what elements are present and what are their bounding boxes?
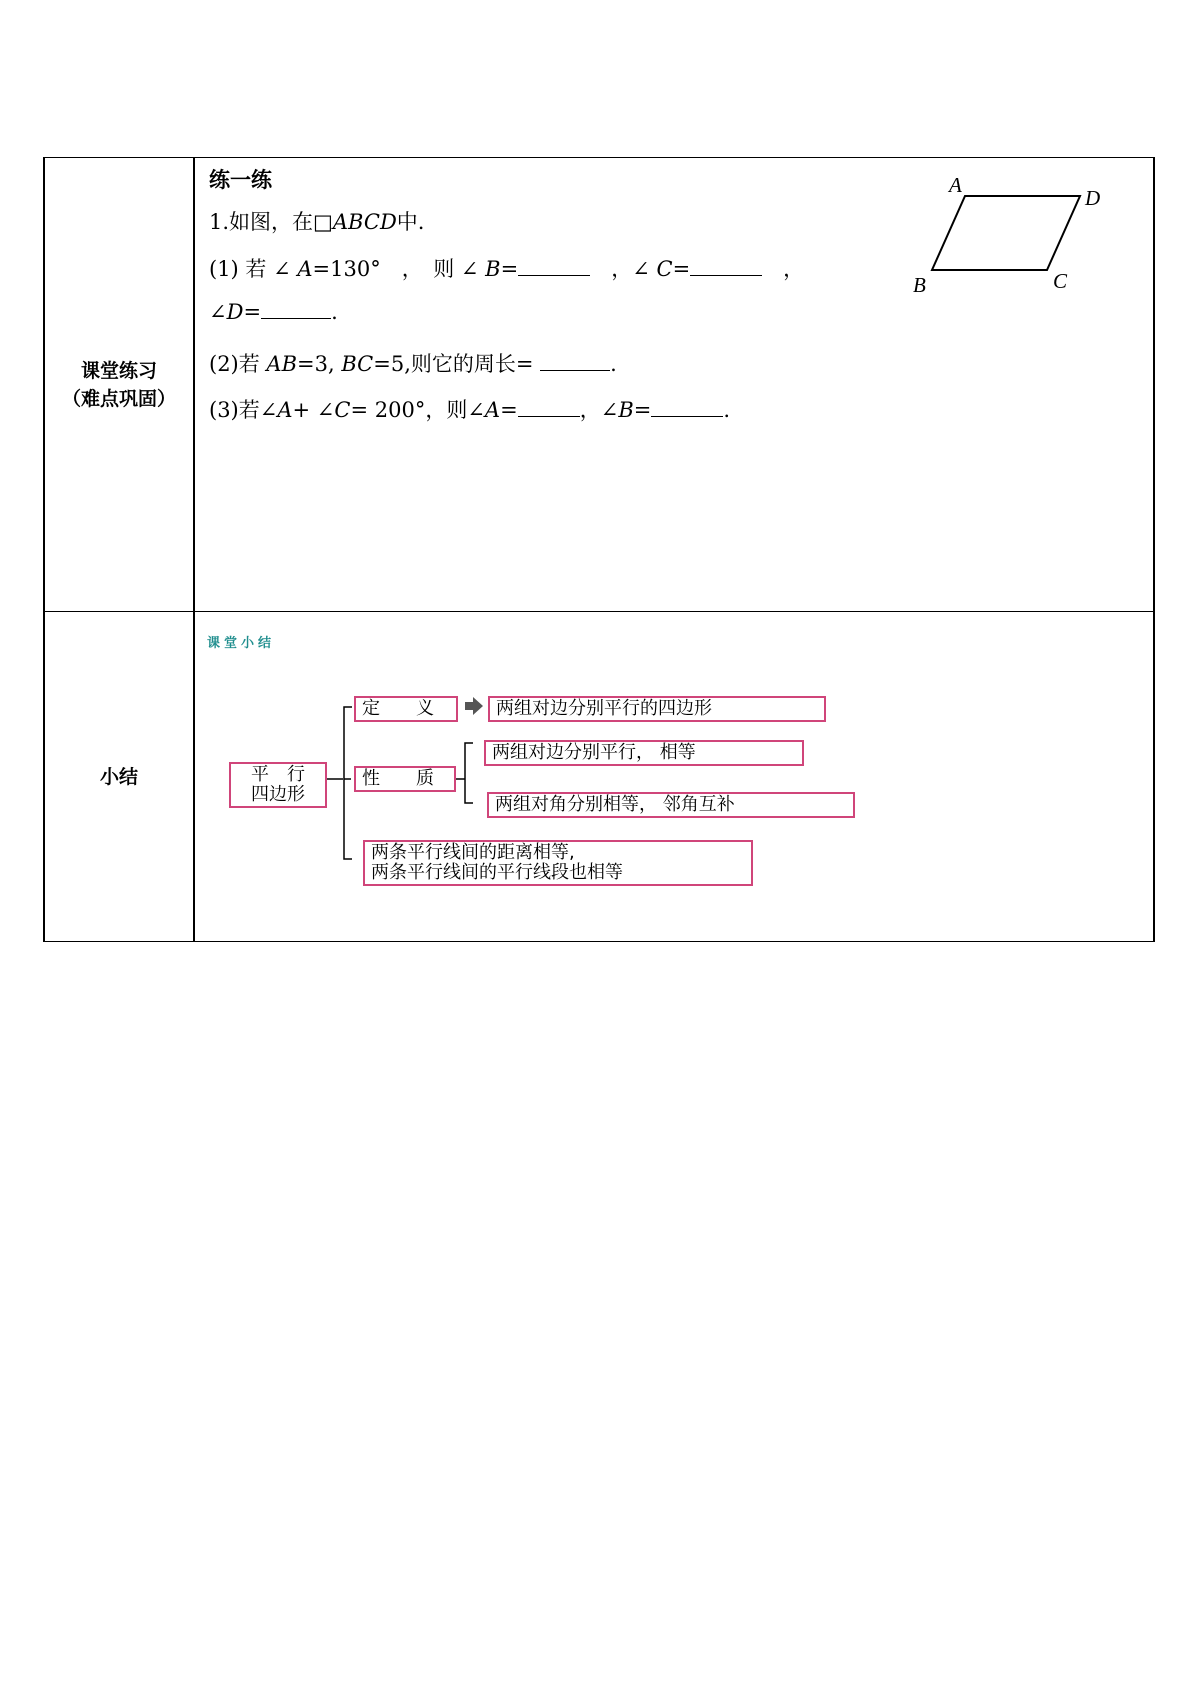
summary-row <box>44 612 1154 942</box>
definition-text-node: 两组对边分别平行的四边形 <box>488 696 826 722</box>
p3-text-d: = <box>500 398 518 422</box>
p1-text-e: = <box>672 257 691 281</box>
part-1-line-1 <box>209 253 804 283</box>
part-2 <box>209 348 617 378</box>
summary-content-cell <box>194 612 1154 942</box>
summary-content <box>195 612 1153 941</box>
parallelogram-shape <box>932 196 1080 270</box>
p2-var-bc: BC <box>341 352 374 376</box>
vertex-label-c: C <box>1053 269 1068 293</box>
practice-content-cell <box>194 158 1154 612</box>
p3-var-a: A <box>277 398 293 422</box>
property-2-node: 两组对角分别相等， 邻角互补 <box>487 792 855 818</box>
answer-blank-angle-b2[interactable] <box>651 398 723 417</box>
q1-prefix: 1.如图，在 <box>209 210 314 234</box>
p3-text-a: (3)若∠ <box>209 398 278 422</box>
root-node <box>229 762 327 808</box>
p1-var-a: A <box>297 257 313 281</box>
p1-text-c: = <box>500 257 519 281</box>
answer-blank-angle-c[interactable] <box>690 257 762 276</box>
answer-blank-angle-a[interactable] <box>518 398 580 417</box>
p3-text-b: + ∠ <box>292 398 335 422</box>
p2-end: . <box>610 352 617 376</box>
p1-var-d: D <box>226 300 244 324</box>
p2-text-c: =5,则它的周长= <box>373 352 541 376</box>
p2-text-a: (2)若 <box>209 352 267 376</box>
parallelogram-figure <box>895 168 1135 298</box>
p3-text-f: = <box>633 398 652 422</box>
lesson-table <box>43 157 1155 942</box>
property-brace <box>465 743 473 803</box>
part-1-line-2 <box>209 300 338 324</box>
p3-var-a2: A <box>484 398 501 422</box>
summary-label-cell <box>44 612 194 942</box>
distance-line2: 两条平行线间的平行线段也相等 <box>371 862 623 883</box>
p1-var-b: B <box>485 257 501 281</box>
q1-shape: □ABCD <box>313 210 397 234</box>
root-line1: 平 行 <box>251 764 305 785</box>
p2-text-b: =3, <box>297 352 342 376</box>
practice-content <box>195 158 1153 611</box>
p3-end: . <box>723 398 731 422</box>
distance-line1: 两条平行线间的距离相等, <box>371 842 575 863</box>
practice-row <box>44 158 1154 612</box>
vertex-label-b: B <box>913 273 926 297</box>
p1-end: . <box>331 300 338 324</box>
p1-text-g: ∠ <box>209 300 227 324</box>
answer-blank-angle-b[interactable] <box>518 257 590 276</box>
p1-var-c: C <box>656 257 673 281</box>
p3-var-b: B <box>618 398 634 422</box>
p2-var-ab: AB <box>266 352 298 376</box>
part-3 <box>209 394 730 424</box>
vertex-label-a: A <box>949 173 962 197</box>
practice-label-cell <box>44 158 194 612</box>
q1-suffix: 中. <box>396 210 425 234</box>
p3-text-e: ，∠ <box>579 398 619 422</box>
practice-label-line2: （难点巩固） <box>61 387 176 410</box>
property-node: 性 质 <box>354 766 456 792</box>
p3-var-c: C <box>334 398 351 422</box>
distance-node <box>363 840 753 886</box>
arrow-right-icon <box>465 697 483 715</box>
vertex-label-d: D <box>1085 186 1101 210</box>
answer-blank-perimeter[interactable] <box>540 352 610 371</box>
practice-label-line1: 课堂练习 <box>80 359 157 382</box>
practice-heading: 练一练 <box>209 168 272 192</box>
p1-text-f: ， <box>762 257 805 281</box>
root-line2: 四边形 <box>251 784 305 805</box>
answer-blank-angle-d[interactable] <box>261 300 331 319</box>
property-1-node: 两组对边分别平行， 相等 <box>484 740 804 766</box>
p1-text-h: = <box>243 300 262 324</box>
p3-text-c: = 200°，则∠ <box>350 398 485 422</box>
summary-label: 小结 <box>99 765 138 788</box>
p1-text-a: (1) 若 ∠ <box>209 257 298 281</box>
p1-text-b: =130° ， 则 ∠ <box>312 257 486 281</box>
p1-text-d: ，∠ <box>590 257 657 281</box>
mindmap-connectors <box>195 612 1155 941</box>
question-1 <box>209 206 424 236</box>
definition-node: 定 义 <box>354 696 458 722</box>
summary-tag: 课堂小结 <box>207 636 276 651</box>
main-brace <box>344 707 352 859</box>
